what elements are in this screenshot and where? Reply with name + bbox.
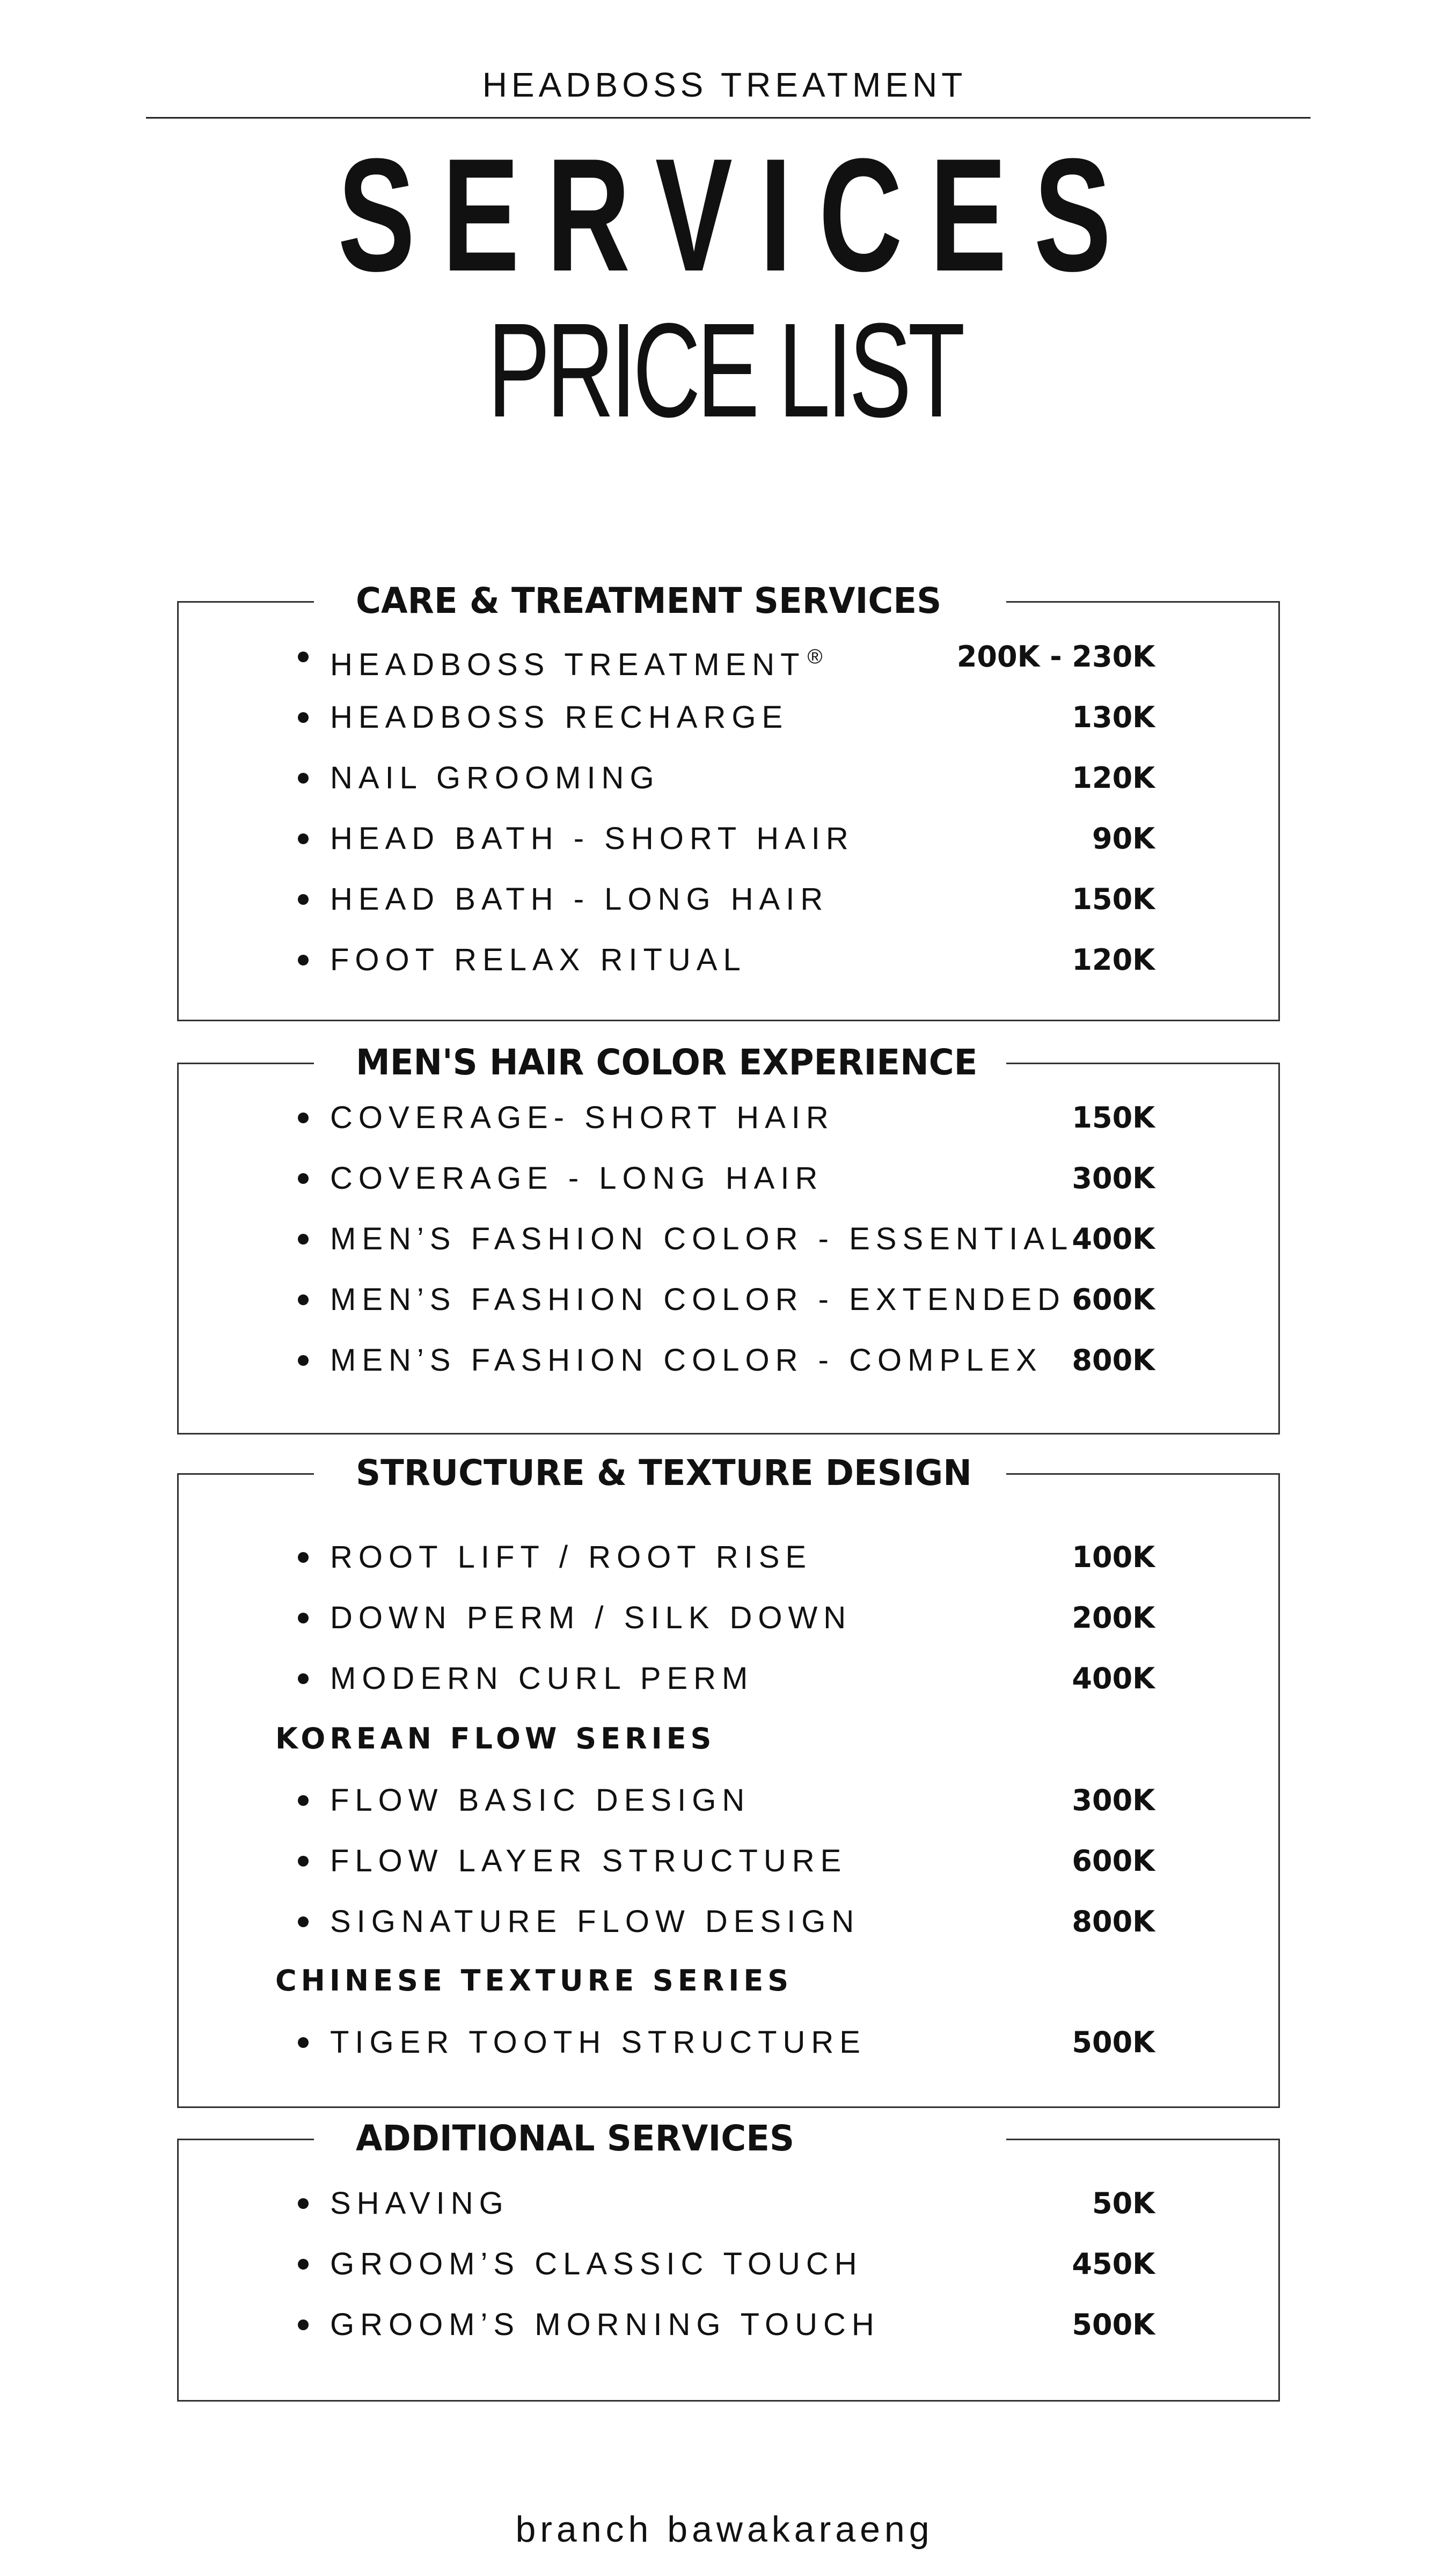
bullet-icon [298,2037,309,2048]
section-border [177,2139,314,2140]
service-price: 120K [1072,943,1155,977]
section-title: MEN'S HAIR COLOR EXPERIENCE [356,1042,978,1083]
service-name: DOWN PERM / SILK DOWN [330,1600,852,1635]
service-price: 200K - 230K [956,640,1155,674]
list-item [179,1218,1278,1261]
list-item [179,2021,1278,2064]
branch-name: branch bawakaraeng [515,2509,934,2550]
bullet-icon [298,894,309,905]
list-item [179,878,1278,921]
page-subtitle: PRICE LIST [487,295,962,445]
bullet-icon [298,1234,309,1245]
list-item [179,2243,1278,2286]
section-title: CARE & TREATMENT SERVICES [356,580,942,621]
subsection-title: CHINESE TEXTURE SERIES [275,1964,793,1997]
section-structure-texture [177,1452,1280,2108]
list-item [179,1536,1278,1579]
service-name: FLOW LAYER STRUCTURE [330,1843,847,1878]
service-name: SIGNATURE FLOW DESIGN [330,1904,860,1939]
bullet-icon [298,2198,309,2209]
list-item [179,2303,1278,2346]
service-name: NAIL GROOMING [330,760,660,795]
service-price: 300K [1072,1783,1155,1817]
bullet-icon [298,1173,309,1184]
list-item [179,817,1278,860]
list-item [179,757,1278,800]
list-item [179,1096,1278,1139]
service-price: 500K [1072,2308,1155,2341]
service-name: HEADBOSS RECHARGE [330,700,789,735]
bullet-icon [298,773,309,784]
bullet-icon [298,955,309,965]
service-price: 400K [1072,1662,1155,1695]
bullet-icon [298,2259,309,2270]
list-item [179,1657,1278,1700]
bullet-icon [298,1552,309,1563]
list-item [179,1779,1278,1822]
list-item [179,2182,1278,2225]
service-price: 800K [1072,1905,1155,1938]
service-price: 600K [1072,1283,1155,1316]
list-item [179,635,1278,682]
bullet-icon [298,1795,309,1806]
bullet-icon [298,1856,309,1867]
service-price: 120K [1072,761,1155,795]
registered-mark: ® [807,646,823,668]
service-price: 400K [1072,1222,1155,1256]
service-name: GROOM’S MORNING TOUCH [330,2307,880,2342]
section-border [177,1063,314,1064]
service-name: MODERN CURL PERM [330,1661,754,1696]
section-border [1006,601,1280,603]
service-price: 150K [1072,882,1155,916]
service-name: SHAVING [330,2186,509,2221]
section-title: ADDITIONAL SERVICES [356,2118,795,2159]
bullet-icon [298,833,309,844]
service-name: GROOM’S CLASSIC TOUCH [330,2246,863,2281]
service-price: 130K [1072,700,1155,734]
list-item [179,1900,1278,1943]
service-price: 90K [1092,822,1155,855]
bullet-icon [298,1673,309,1684]
service-name: ROOT LIFT / ROOT RISE [330,1540,813,1575]
bullet-icon [298,1613,309,1623]
service-price: 450K [1072,2247,1155,2281]
bullet-icon [298,1294,309,1305]
subsection-title: KOREAN FLOW SERIES [275,1722,716,1755]
section-border [177,601,314,603]
list-item [179,696,1278,739]
service-name: MEN’S FASHION COLOR - ESSENTIAL [330,1221,1074,1256]
list-item [179,1339,1278,1382]
service-name: FLOW BASIC DESIGN [330,1783,751,1818]
service-name: MEN’S FASHION COLOR - EXTENDED [330,1282,1066,1317]
bullet-icon [298,2319,309,2330]
service-price: 200K [1072,1601,1155,1635]
section-border [1006,2139,1280,2140]
service-price: 800K [1072,1343,1155,1377]
service-name: HEAD BATH - LONG HAIR [330,882,829,917]
bullet-icon [298,712,309,723]
list-item [179,1597,1278,1640]
list-item [179,1157,1278,1200]
service-price: 600K [1072,1844,1155,1878]
service-name: TIGER TOOTH STRUCTURE [330,2025,866,2060]
service-name: HEAD BATH - SHORT HAIR [330,821,854,856]
list-item [179,1840,1278,1883]
service-price: 150K [1072,1101,1155,1135]
service-name: COVERAGE - LONG HAIR [330,1161,824,1196]
bullet-icon [298,652,309,662]
section-border [1006,1063,1280,1064]
list-item [179,939,1278,982]
service-name: COVERAGE- SHORT HAIR [330,1100,835,1135]
service-name: HEADBOSS TREATMENT ® [330,646,823,682]
bullet-icon [298,1916,309,1927]
service-name: FOOT RELAX RITUAL [330,942,747,977]
service-price: 100K [1072,1540,1155,1574]
section-care-treatment [177,580,1280,1021]
bullet-icon [298,1355,309,1366]
section-additional [177,2118,1280,2402]
section-title: STRUCTURE & TEXTURE DESIGN [356,1452,972,1494]
service-price: 300K [1072,1161,1155,1195]
section-hair-color [177,1042,1280,1435]
page-title: SERVICES [338,125,1139,305]
bullet-icon [298,1113,309,1123]
list-item [179,1278,1278,1321]
header-divider [146,117,1311,119]
section-border [177,1473,314,1475]
brand-name: HEADBOSS TREATMENT [482,65,967,104]
section-border [1006,1473,1280,1475]
service-price: 50K [1092,2186,1155,2220]
service-price: 500K [1072,2025,1155,2059]
service-name: MEN’S FASHION COLOR - COMPLEX [330,1343,1043,1378]
